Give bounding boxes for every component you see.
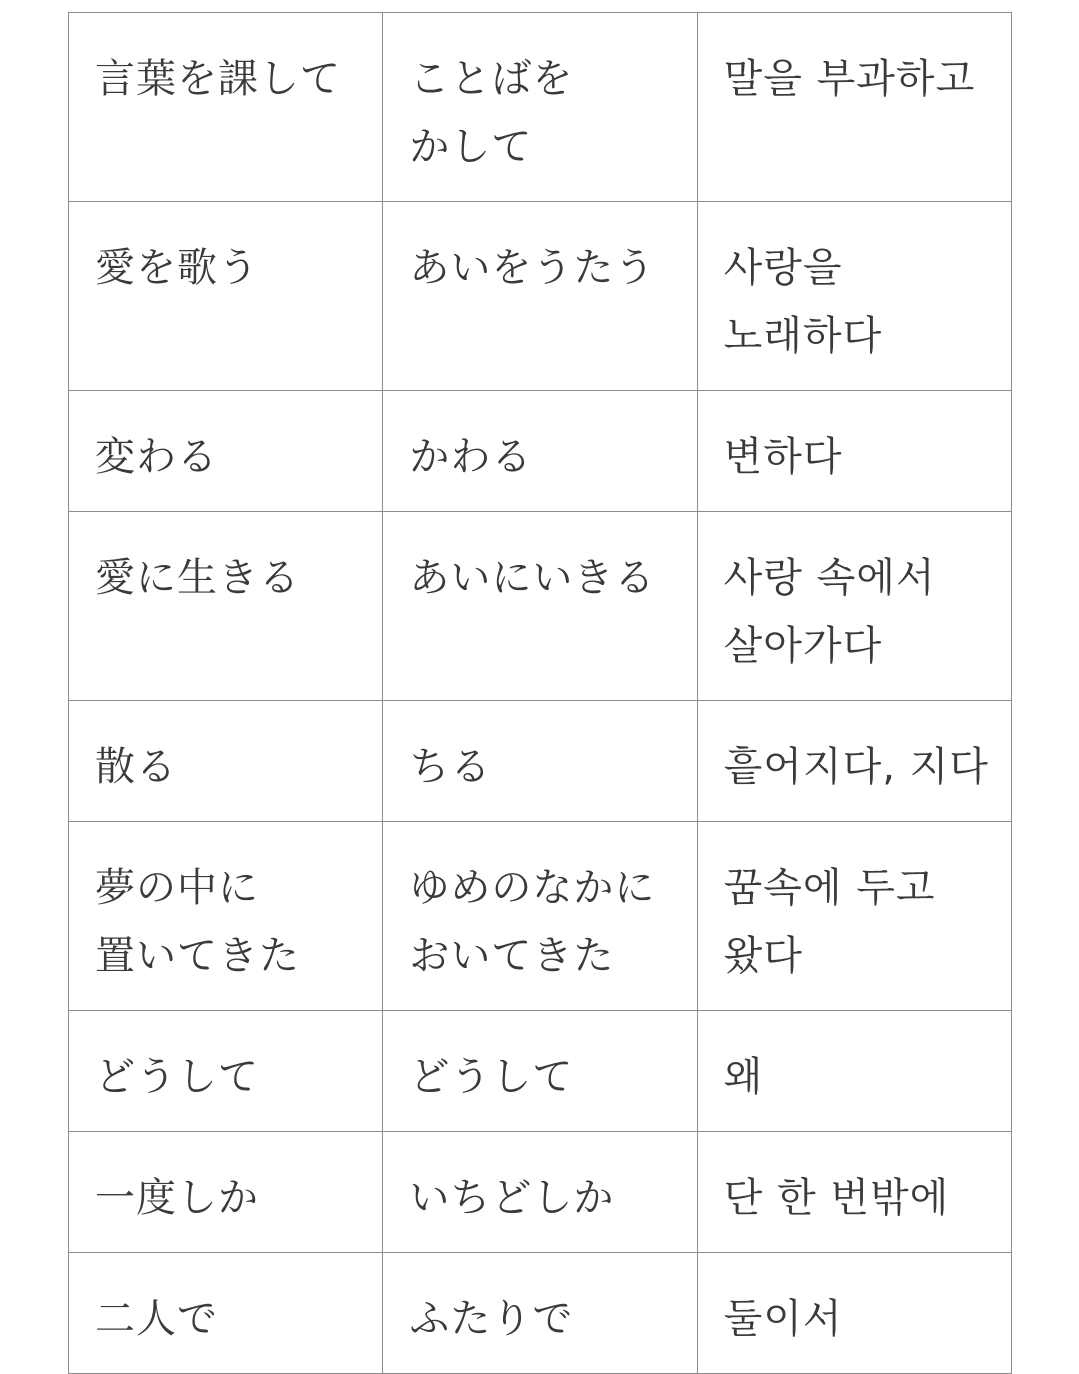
kana-text: いちどしか <box>409 1175 615 1221</box>
table-row <box>69 13 1012 202</box>
kana-cell <box>383 512 697 701</box>
kana-cell <box>383 1011 697 1132</box>
table-row <box>69 822 1012 1011</box>
kanji-text: 一度しか <box>95 1175 259 1221</box>
kanji-cell <box>69 701 383 822</box>
kanji-text: 愛を歌う <box>95 245 259 291</box>
korean-cell <box>697 512 1011 701</box>
table-row <box>69 202 1012 391</box>
kana-cell <box>383 391 697 512</box>
kanji-cell <box>69 391 383 512</box>
kana-text: あいにいきる <box>409 555 656 601</box>
korean-text: 변하다 <box>723 434 843 480</box>
korean-cell <box>697 701 1011 822</box>
kanji-text: 言葉を課して <box>95 56 341 102</box>
kanji-cell <box>69 1253 383 1374</box>
kana-cell <box>383 701 697 822</box>
kanji-text: 散る <box>95 744 177 790</box>
vocabulary-table <box>68 12 1012 1374</box>
kanji-cell <box>69 1011 383 1132</box>
korean-text: 왜 <box>723 1054 764 1100</box>
kana-cell <box>383 202 697 391</box>
korean-text: 왔다 <box>723 933 803 979</box>
table-row <box>69 1132 1012 1253</box>
kana-cell <box>383 1253 697 1374</box>
kanji-cell <box>69 202 383 391</box>
korean-cell <box>697 822 1011 1011</box>
kana-cell <box>383 13 697 202</box>
korean-text: 사랑 속에서 <box>723 555 936 601</box>
kanji-text: どうして <box>95 1054 259 1100</box>
korean-cell <box>697 202 1011 391</box>
kanji-text: 夢の中に <box>95 865 259 911</box>
korean-text: 노래하다 <box>723 313 883 359</box>
kanji-text: 二人で <box>95 1296 218 1342</box>
kana-text: おいてきた <box>409 933 615 979</box>
korean-text: 둘이서 <box>723 1296 843 1342</box>
kana-text: ゆめのなかに <box>409 865 656 911</box>
kanji-text: 置いてきた <box>95 933 300 979</box>
kanji-text: 愛に生きる <box>95 555 300 601</box>
kanji-cell <box>69 1132 383 1253</box>
kana-text: かして <box>409 124 533 170</box>
table-row <box>69 512 1012 701</box>
table-row <box>69 701 1012 822</box>
table-row <box>69 391 1012 512</box>
korean-text: 말을 부과하고 <box>723 56 976 102</box>
kanji-cell <box>69 13 383 202</box>
table-row <box>69 1011 1012 1132</box>
korean-cell <box>697 1011 1011 1132</box>
kana-text: どうして <box>409 1054 574 1100</box>
kanji-cell <box>69 822 383 1011</box>
korean-text: 꿈속에 두고 <box>723 865 936 911</box>
kana-text: あいをうたう <box>409 245 656 291</box>
table-row <box>69 1253 1012 1374</box>
korean-cell <box>697 1253 1011 1374</box>
kana-text: かわる <box>409 434 533 480</box>
kana-text: ちる <box>409 744 492 790</box>
kana-cell <box>383 822 697 1011</box>
korean-text: 흩어지다, 지다 <box>723 744 989 790</box>
kanji-text: 変わる <box>95 434 218 480</box>
korean-cell <box>697 391 1011 512</box>
korean-text: 사랑을 <box>723 245 843 291</box>
kanji-cell <box>69 512 383 701</box>
korean-text: 단 한 번밖에 <box>723 1175 950 1221</box>
korean-cell <box>697 1132 1011 1253</box>
korean-text: 살아가다 <box>723 623 883 669</box>
korean-cell <box>697 13 1011 202</box>
kana-cell <box>383 1132 697 1253</box>
kana-text: ことばを <box>409 56 574 102</box>
kana-text: ふたりで <box>409 1296 574 1342</box>
